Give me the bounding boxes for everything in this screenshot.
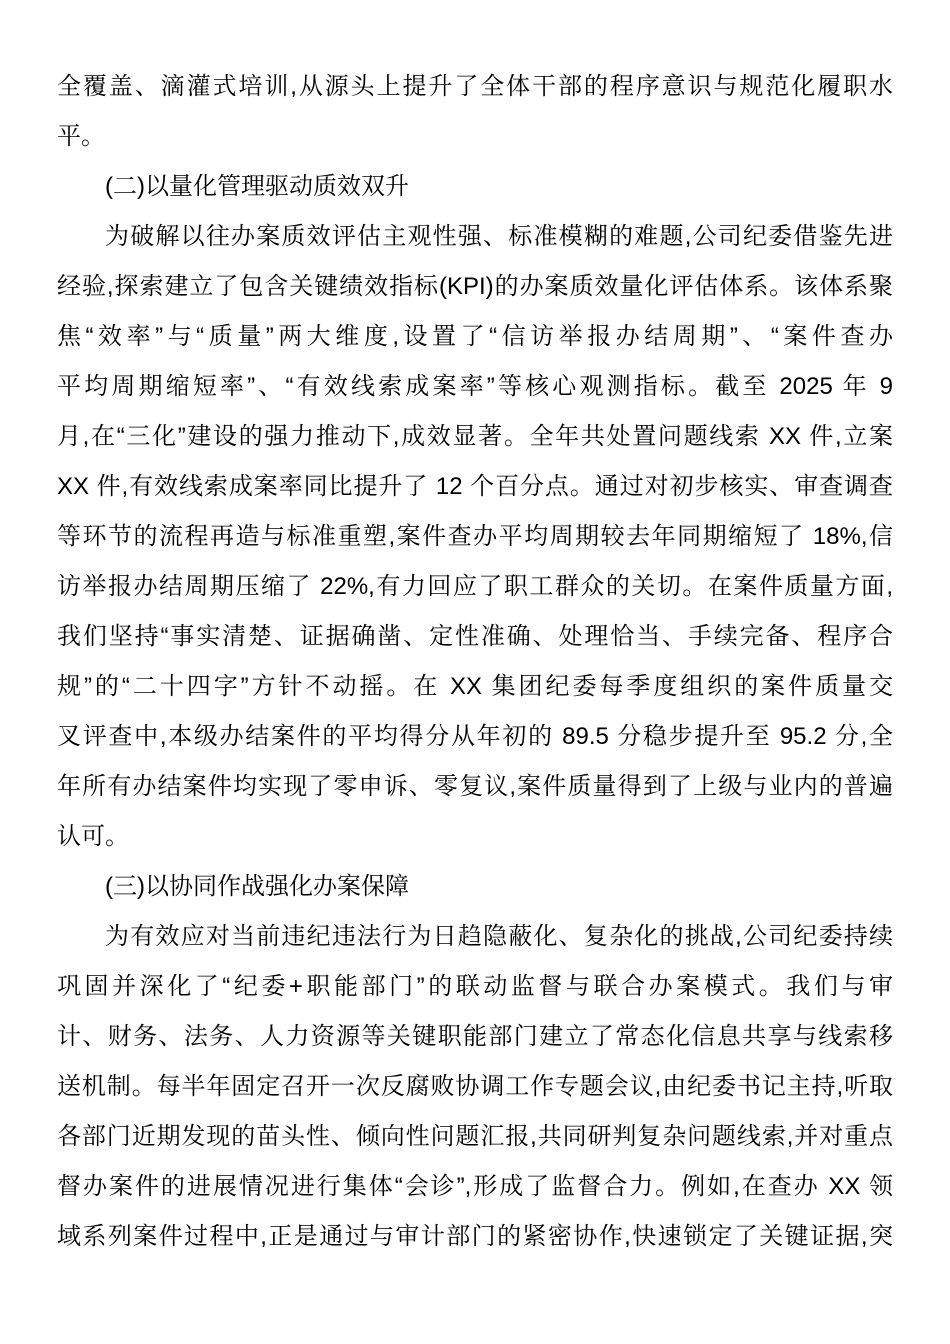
text-line: XX 件,有效线索成案率同比提升了 12 个百分点。通过对初步核实、审查调查 bbox=[57, 473, 893, 500]
text-line: 为破解以往办案质效评估主观性强、标准模糊的难题,公司纪委借鉴先进 bbox=[105, 223, 893, 250]
text-line: 认可。 bbox=[57, 823, 129, 850]
text-line: 各部门近期发现的苗头性、倾向性问题汇报,共同研判复杂问题线索,并对重点 bbox=[57, 1123, 893, 1150]
text-line: 巩固并深化了“纪委+职能部门”的联动监督与联合办案模式。我们与审 bbox=[57, 973, 893, 1000]
text-line: 年所有办结案件均实现了零申诉、零复议,案件质量得到了上级与业内的普遍 bbox=[57, 773, 893, 800]
text-line: 为有效应对当前违纪违法行为日趋隐蔽化、复杂化的挑战,公司纪委持续 bbox=[105, 923, 893, 950]
text-line: 督办案件的进展情况进行集体“会诊”,形成了监督合力。例如,在查办 XX 领 bbox=[57, 1173, 893, 1200]
text-line: 规”的“二十四字”方针不动摇。在 XX 集团纪委每季度组织的案件质量交 bbox=[57, 673, 893, 700]
text-line: 我们坚持“事实清楚、证据确凿、定性准确、处理恰当、手续完备、程序合 bbox=[57, 623, 893, 650]
text-line: 平。 bbox=[57, 123, 105, 150]
document-body bbox=[57, 62, 893, 1262]
text-line: 经验,探索建立了包含关键绩效指标(KPI)的办案质效量化评估体系。该体系聚 bbox=[57, 273, 893, 300]
text-line: 计、财务、法务、人力资源等关键职能部门建立了常态化信息共享与线索移 bbox=[57, 1023, 893, 1050]
text-line: 域系列案件过程中,正是通过与审计部门的紧密协作,快速锁定了关键证据,突 bbox=[57, 1223, 893, 1250]
text-line: (三)以协同作战强化办案保障 bbox=[105, 873, 409, 900]
text-line: 等环节的流程再造与标准重塑,案件查办平均周期较去年同期缩短了 18%,信 bbox=[57, 523, 893, 550]
text-line: 访举报办结周期压缩了 22%,有力回应了职工群众的关切。在案件质量方面, bbox=[57, 573, 893, 600]
text-line: (二)以量化管理驱动质效双升 bbox=[105, 173, 409, 200]
text-line: 送机制。每半年固定召开一次反腐败协调工作专题会议,由纪委书记主持,听取 bbox=[57, 1073, 893, 1100]
text-line: 焦“效率”与“质量”两大维度,设置了“信访举报办结周期”、“案件查办 bbox=[57, 323, 893, 350]
text-line: 月,在“三化”建设的强力推动下,成效显著。全年共处置问题线索 XX 件,立案 bbox=[57, 423, 893, 450]
text-line: 叉评查中,本级办结案件的平均得分从年初的 89.5 分稳步提升至 95.2 分,全 bbox=[57, 723, 893, 750]
text-line: 平均周期缩短率”、“有效线索成案率”等核心观测指标。截至 2025 年 9 bbox=[57, 373, 893, 400]
text-line: 全覆盖、滴灌式培训,从源头上提升了全体干部的程序意识与规范化履职水 bbox=[57, 73, 893, 100]
